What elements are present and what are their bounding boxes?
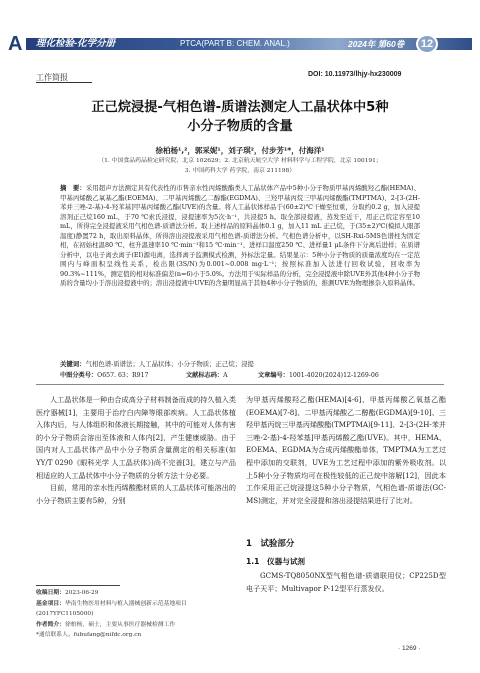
abstract-text: 采用超声方法测定具有代表性的市售亲水性丙烯酸酯类人工晶状体产品中5种小分子物质甲基丙烯酸羟乙酯(HEMA)、甲基丙烯酸乙氧基乙酯(EOEMA)、二甲基丙烯酸乙二醇酯(EGDMA)、三羟甲基丙烷三甲基丙烯酸酯(TMPTMA)、2-[3-(2H-苯并三唑-2-基)-4-羟苯基]甲基丙烯酸乙酯(UVE)的含量。将人工晶状体样品于(60±2)℃干燥至恒重，分取约0.2 g，加入浸提溶剂正己烷160 mL，于70 ℃索氏浸提，浸提速率为5次·h⁻¹，共浸提5 h。取全部浸提液，蒸发至近干，用正己烷定容至10 mL，所得完全浸提液采用气相色谱-质谱法分析。取上述样品的原料晶体0.1 g，加入11 mL 正己烷，于(35±2)℃(模拟人眼部温度)静置72 h，取出原料晶体，所得溶出浸提液采用气相色谱-质谱法分析。气相色谱分析中，以SH-Rxi-5MS色谱柱为固定相，在初始柱温80 ℃、柱升温速率10 ℃·min⁻¹和15 ℃·min⁻¹、进样口温度250 ℃、进样量1 μL条件下分离后进样；在质谱分析中，以电子离去离子(EI)源电离，选择离子监测模式检测，外标法定量。结果显示：5种小分子物质的质量浓度均在一定范围内与峰面积呈线性关系，检出限(3S/N)为0.001~0.008 mg·L⁻¹；按照标准加入法进行回收试验，回收率为90.3%~111%，测定值的相对标准偏差(n=6)小于5.0%。方法用于实际样品的分析，完全浸提液中除UVE外其他4种小分子物质的含量均小于溶出浸提液中的；溶出浸提液中UVE的含量明显高于其他4种小分子物质的，推测UVE为物理掺杂入原料晶体。 xyxy=(60,184,420,287)
received-value: 2023-06-29 xyxy=(65,590,99,596)
document-code xyxy=(186,371,228,380)
article-number-label: 文章编号： xyxy=(258,372,289,379)
body-paragraph: 为甲基丙烯酸羟乙酯(HEMA)[4-6]、甲基丙烯酸乙氧基乙酯(EOEMA)[7-8]、二甲基丙烯酸乙二醇酯(EGDMA)[9-10]、三羟甲基丙烷三甲基丙烯酸酯(TMPTMA)[9-11]、2-[3-(2H-苯并三唑-2-基)-4-羟苯基]甲基丙烯酸乙酯(UVE)。其中，HEMA、EOEMA、EGDMA为合成丙烯酸酯单体，TMPTMA为工艺过程中添加的交联剂，UVE为工艺过程中添加的紫外吸收剂。以上5种小分子物质均可在极性较低的正己烷中溶解[12]，因此本工作采用正己烷浸提这5种小分子物质，气相色谱-质谱法(GC-MS)测定，并对完全浸提和溶出浸提结果进行了比对。 xyxy=(246,395,446,505)
footnote-divider xyxy=(36,585,120,586)
body-right-column xyxy=(246,394,446,507)
page-number: · 1269 · xyxy=(398,645,421,652)
instruments-paragraph: GCMS-TQ8050NX型气相色谱-质谱联用仪；CP225D型电子天平；Multivapor P-12型平行蒸发仪。 xyxy=(246,571,446,593)
clc-value: O657. 63；R917 xyxy=(97,372,149,379)
affiliation-line1: （1. 中国食品药品检定研究院，北京 102629；2. 北京航天航空大学 材料科学与工程学院，北京 100191； xyxy=(98,158,382,164)
subsection-heading: 1.1 仪器与试剂 xyxy=(246,557,306,566)
corresponding-author xyxy=(36,630,236,641)
authors: 徐柏杨¹,²，郭采妮¹，刘子琪²，付步芳¹*，付海洋¹ xyxy=(155,146,325,155)
doi[interactable]: DOI: 10.11973/lhjy-hx230009 xyxy=(308,71,402,78)
doc-code-label: 文献标志码： xyxy=(186,372,224,379)
corresponding-email[interactable]: fubufang@nifdc.org.cn xyxy=(73,632,142,639)
volume-label: 2024年 第60卷 xyxy=(348,39,405,49)
journal-name-cn: 理化检验-化学分册 xyxy=(36,38,116,49)
journal-logo: A xyxy=(8,33,23,55)
section-heading: 1 试验部分 xyxy=(246,539,295,549)
journal-name-en: PTCA(PART B: CHEM. ANAL.) xyxy=(180,39,290,48)
journal-header xyxy=(0,0,480,62)
body-paragraph: 人工晶状体是一种由合成高分子材料制备而成的持久植入类医疗器械[1]，主要用于治疗白内障等眼部疾病。人工晶状体植入体内后，与人体组织和体液长期接触，其中的可能对人体有害的小分子物质会溶出至体液和人体内[2]，产生健康威胁。由于国内对人工晶状体产品中小分子物质含量测定的相关标准(如YY/T 0290《眼科光学 人工晶状体》)尚不完善[3]，建立与产品相适应的人工晶状体中小分子物质的分析方法十分必要。 xyxy=(36,395,236,480)
author-bio-label: 作者简介： xyxy=(36,621,65,628)
paper-title-line1: 正己烷浸提-气相色谱-质谱法测定人工晶状体中5种 xyxy=(91,100,389,115)
abstract-label: 摘 要： xyxy=(60,184,86,192)
corresponding-label: *通信联系人。 xyxy=(36,632,74,639)
paper-title-line2: 小分子物质的含量 xyxy=(187,119,293,134)
keywords-label: 关键词： xyxy=(60,360,86,368)
fund-label: 基金项目： xyxy=(36,600,65,607)
abstract-divider xyxy=(36,384,444,385)
issue-badge: 12 xyxy=(416,34,438,54)
clc-label: 中图分类号： xyxy=(60,372,98,379)
footnote xyxy=(36,588,236,641)
author-bio xyxy=(36,620,236,631)
body-paragraph: 目前，常用的亲水性丙烯酸酯材质的人工晶状体可能溶出的小分子物质主要有5种，分别 xyxy=(36,483,236,505)
fund-info xyxy=(36,599,236,620)
article-number-value: 1001-4020(2024)12-1269-06 xyxy=(288,372,379,379)
article-number xyxy=(258,371,379,380)
abstract xyxy=(60,184,420,289)
clc-number xyxy=(60,371,148,380)
keywords-text: 气相色谱-质谱法；人工晶状体；小分子物质；正己烷；浸提 xyxy=(85,360,254,368)
received-date xyxy=(36,588,236,599)
author-bio-value: 徐柏杨，硕士，主要从事医疗器械检测工作 xyxy=(65,621,176,628)
keywords xyxy=(60,360,420,369)
doc-code-value: A xyxy=(223,372,228,379)
column-underline xyxy=(36,82,92,83)
column-label: 工作简报 xyxy=(36,73,68,82)
received-label: 收稿日期： xyxy=(36,590,65,596)
body-left-column xyxy=(36,394,236,507)
fund-value: 华南生物医用材料与植入器械创新示范基地项目(2017YFC1105000) xyxy=(36,600,187,618)
affiliation-line2: 3. 中国药科大学 药学院，南京 211198） xyxy=(184,168,296,174)
